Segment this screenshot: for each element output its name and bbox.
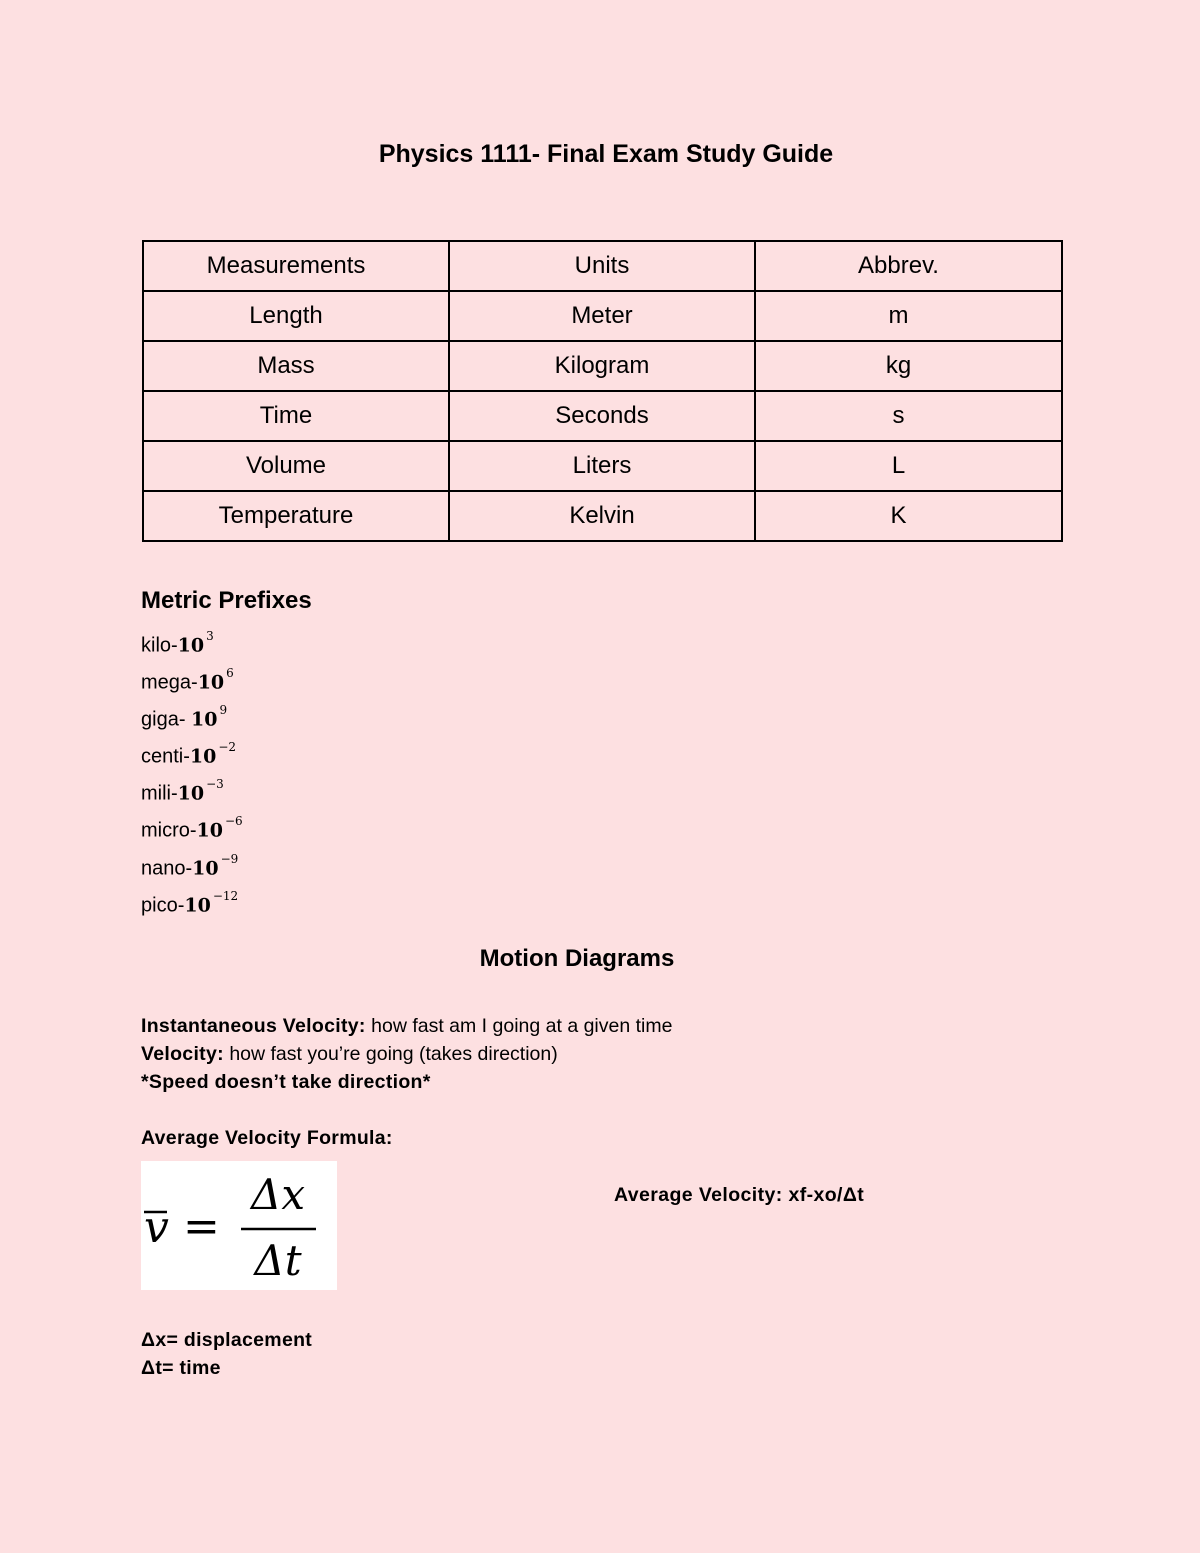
table-cell: K xyxy=(755,491,1062,541)
table-row xyxy=(143,441,1062,491)
speed-note-line xyxy=(141,1068,672,1096)
prefix-base: 10 xyxy=(192,857,219,880)
table-cell: Kelvin xyxy=(449,491,755,541)
table-row xyxy=(143,391,1062,441)
table-cell: Liters xyxy=(449,441,755,491)
table-cell: Time xyxy=(143,391,449,441)
units-table-body xyxy=(143,241,1062,541)
formula-equals: = xyxy=(183,1201,220,1252)
page-title: Physics 1111- Final Exam Study Guide xyxy=(378,140,834,168)
prefix-exponent: −2 xyxy=(218,740,237,755)
table-cell: m xyxy=(755,291,1062,341)
table-cell: L xyxy=(755,441,1062,491)
prefix-exponent: 3 xyxy=(206,629,214,643)
instantaneous-velocity-text: how fast am I going at a given time xyxy=(365,1015,673,1037)
table-cell: Temperature xyxy=(143,491,449,541)
prefix-name: kilo- xyxy=(141,634,178,657)
metric-prefix-list xyxy=(141,625,243,922)
velocity-definitions xyxy=(141,1012,672,1096)
prefix-exponent: −6 xyxy=(225,814,243,829)
prefix-name: giga- xyxy=(141,708,192,731)
prefix-name: pico- xyxy=(141,894,185,917)
prefix-name: centi- xyxy=(141,745,190,768)
instantaneous-velocity-label: Instantaneous Velocity: xyxy=(141,1015,366,1037)
table-row xyxy=(143,491,1062,541)
list-item xyxy=(141,625,243,662)
prefix-exponent: 6 xyxy=(226,666,234,681)
list-item xyxy=(141,885,243,922)
list-item xyxy=(141,810,243,847)
average-velocity-text: Average Velocity: xf-xo/Δt xyxy=(614,1184,865,1206)
prefix-name: mili- xyxy=(141,783,178,806)
average-velocity-formula xyxy=(141,1161,337,1290)
units-table xyxy=(142,240,1063,542)
table-cell: Seconds xyxy=(449,391,755,441)
metric-prefixes-heading: Metric Prefixes xyxy=(141,587,312,614)
formula-numerator: Δx xyxy=(250,1170,306,1219)
table-cell: Kilogram xyxy=(449,341,755,391)
prefix-exponent: −9 xyxy=(220,851,239,866)
prefix-base: 10 xyxy=(196,820,223,843)
table-cell: Length xyxy=(143,291,449,341)
average-velocity-formula-label: Average Velocity Formula: xyxy=(141,1127,393,1149)
prefix-exponent: −12 xyxy=(212,888,239,903)
motion-diagrams-heading: Motion Diagrams xyxy=(479,945,675,972)
velocity-line xyxy=(141,1040,672,1068)
list-item xyxy=(141,736,243,773)
prefix-base: 10 xyxy=(177,634,205,657)
delta-definitions xyxy=(141,1326,312,1382)
prefix-name: nano- xyxy=(141,857,193,880)
table-row xyxy=(143,341,1062,391)
table-header-cell: Measurements xyxy=(143,241,449,291)
table-header-cell: Units xyxy=(449,241,755,291)
prefix-exponent: −3 xyxy=(206,777,224,792)
prefix-base: 10 xyxy=(191,708,218,731)
list-item xyxy=(141,848,243,885)
formula-lhs: v xyxy=(144,1202,169,1253)
table-cell: Volume xyxy=(143,441,449,491)
prefix-exponent: 9 xyxy=(219,703,228,718)
formula-graphic xyxy=(141,1161,337,1290)
prefix-base: 10 xyxy=(184,894,211,917)
displacement-definition: Δx= displacement xyxy=(141,1329,313,1351)
velocity-label: Velocity: xyxy=(141,1043,224,1065)
table-cell: s xyxy=(755,391,1062,441)
list-item xyxy=(141,773,243,810)
prefix-base: 10 xyxy=(189,745,217,768)
list-item xyxy=(141,662,243,699)
table-cell: Meter xyxy=(449,291,755,341)
time-definition: Δt= time xyxy=(141,1357,221,1379)
table-header-row xyxy=(143,241,1062,291)
list-item xyxy=(141,699,243,736)
instantaneous-velocity-line xyxy=(141,1012,672,1040)
table-cell: Mass xyxy=(143,341,449,391)
prefix-name: mega- xyxy=(141,671,198,694)
prefix-name: micro- xyxy=(141,820,197,843)
prefix-base: 10 xyxy=(177,783,205,806)
table-cell: kg xyxy=(755,341,1062,391)
table-header-cell: Abbrev. xyxy=(755,241,1062,291)
prefix-base: 10 xyxy=(197,671,225,694)
formula-denominator: Δt xyxy=(254,1236,302,1285)
table-row xyxy=(143,291,1062,341)
speed-note: *Speed doesn’t take direction* xyxy=(141,1071,431,1093)
velocity-text: how fast you’re going (takes direction) xyxy=(223,1043,558,1065)
